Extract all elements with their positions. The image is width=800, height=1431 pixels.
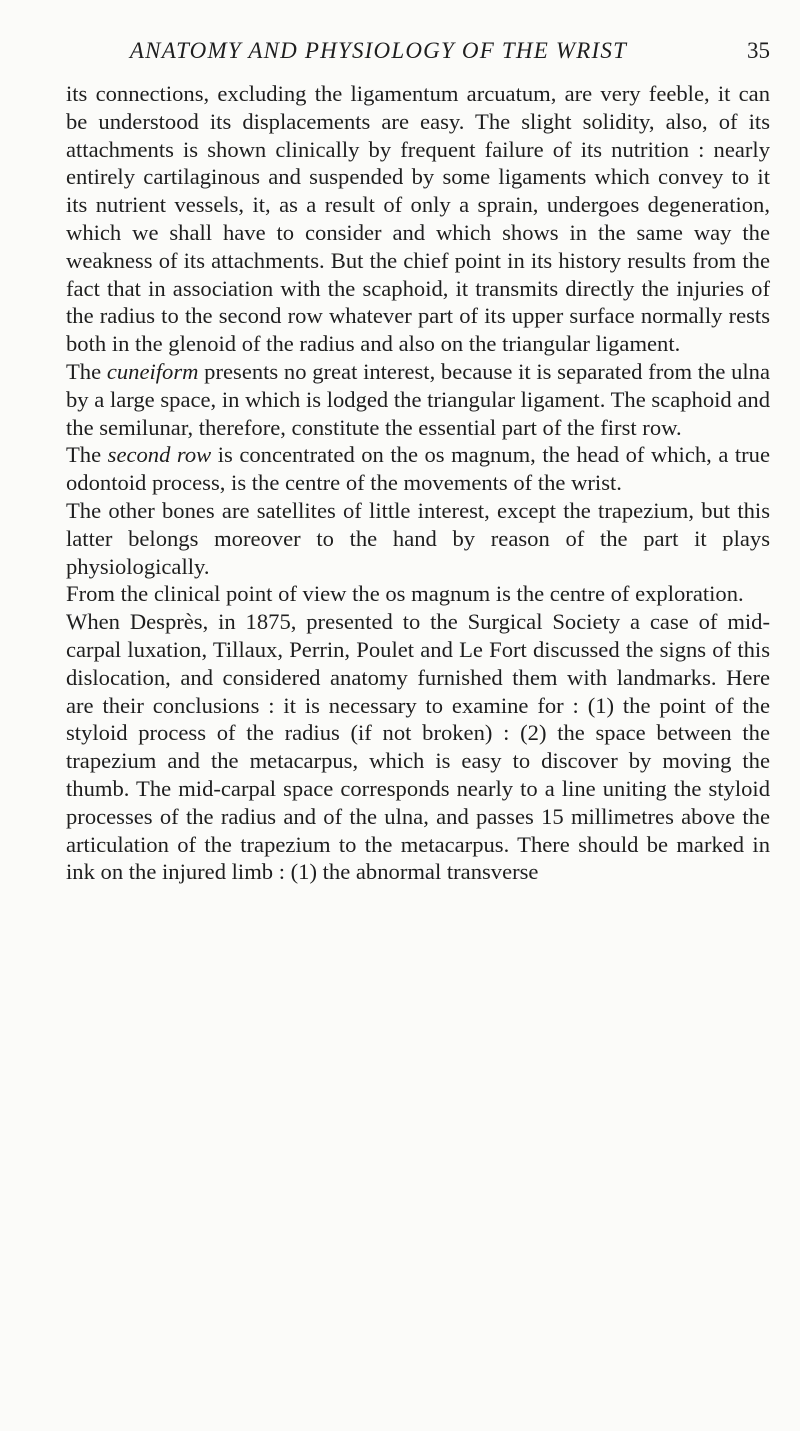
paragraph-2 xyxy=(66,358,770,441)
paragraph-text: The xyxy=(66,442,108,468)
book-page xyxy=(66,38,770,886)
paragraph-3 xyxy=(66,441,770,497)
paragraph-emphasis: second row xyxy=(107,442,212,468)
paragraph-text: From the clinical point of view the os magnum is the centre of exploration. xyxy=(66,581,744,607)
paragraph-emphasis: cuneiform xyxy=(106,358,199,384)
paragraph-text: its connections, excluding the ligamentum arcuatum, are very feeble, it can be understood its displacements are easy. The slight solidity, also, of its attachments is shown clinically by frequent failure of its nutrition : nearly entirely cartilaginous and suspended by some ligaments which convey to it its nutrient vessels, it, as a result of only a sprain, undergoes degeneration, which we shall have to consider and which shows in the same way the weakness of its attachments. But the chief point in its history results from the fact that in association with the scaphoid, it transmits directly the injuries of the radius to the second row whatever part of its upper surface normally rests both in the glenoid of the radius and also on the triangular ligament. xyxy=(66,81,770,357)
body-text xyxy=(66,80,770,886)
paragraph-text: The other bones are satellites of little interest, except the trapezium, but this latter belongs moreover to the hand by reason of the part it plays physiologically. xyxy=(66,497,770,579)
paragraph-text: is concentrated on the os magnum, the head of which, a true odontoid process, is the centre of the movements of the wrist. xyxy=(66,442,770,496)
paragraph-text: When Desprès, in 1875, presented to the Surgical Society a case of mid-carpal luxation, Tillaux, Perrin, Poulet and Le Fort discussed the signs of this dislocation, and considered anatomy furnished them with landmarks. Here are their conclusions : it is necessary to examine for : (1) the point of the styloid process of the radius (if not broken) : (2) the space between the trapezium and the metacarpus, which is easy to discover by moving the thumb. The mid-carpal space corresponds nearly to a line uniting the styloid processes of the radius and of the ulna, and passes 15 millimetres above the articulation of the trapezium to the metacarpus. There should be marked in ink on the injured limb : (1) the abnormal transverse xyxy=(66,609,770,885)
page-number: 35 xyxy=(747,38,770,63)
running-title: ANATOMY AND PHYSIOLOGY OF THE WRIST xyxy=(129,38,628,63)
paragraph-5 xyxy=(66,580,770,608)
paragraph-4 xyxy=(66,497,770,580)
paragraph-text: The xyxy=(66,358,107,384)
paragraph-6 xyxy=(66,608,770,886)
paragraph-text: presents no great interest, because it is separated from the ulna by a large space, in which is lodged the triangular ligament. The scaphoid and the semilunar, therefore, constitute the essential part of the first row. xyxy=(66,358,770,440)
running-header xyxy=(66,38,770,74)
paragraph-1 xyxy=(66,80,770,358)
